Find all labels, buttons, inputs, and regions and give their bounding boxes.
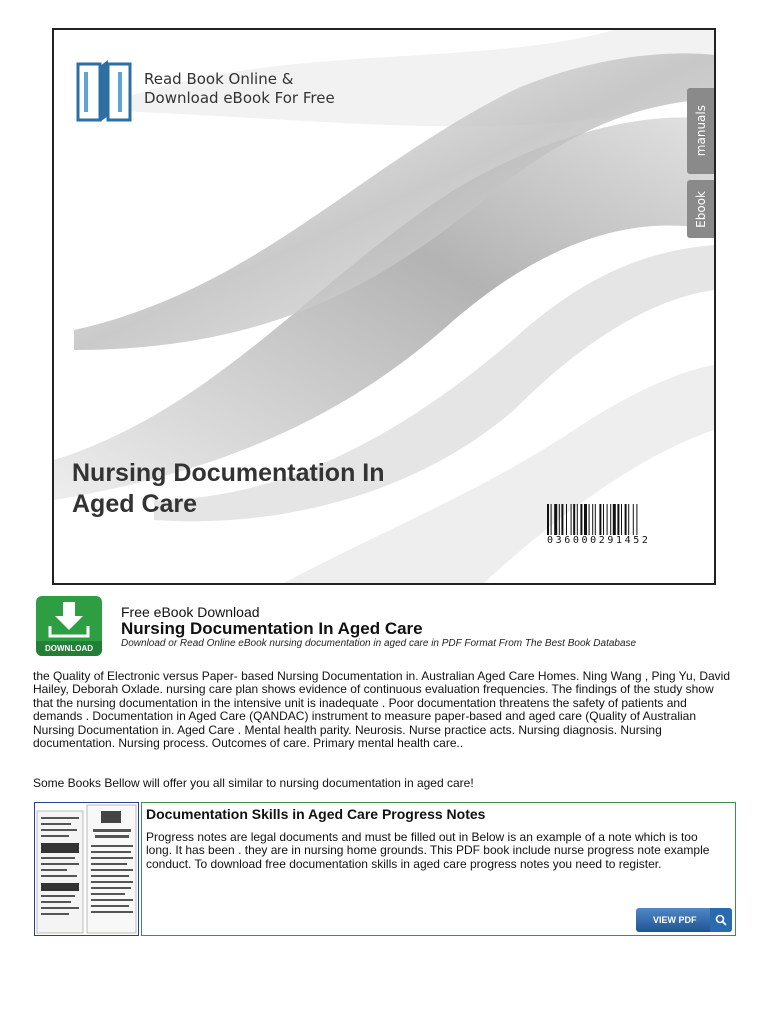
book-title[interactable]: Documentation Skills in Aged Care Progress Notes bbox=[146, 806, 486, 822]
magnifier-icon bbox=[710, 908, 732, 932]
page-subtitle: Download or Read Online eBook nursing documentation in aged care in PDF Format From The Best Book Database bbox=[121, 638, 637, 649]
book-thumbnail[interactable] bbox=[34, 802, 139, 936]
logo-line-2: Download eBook For Free bbox=[144, 89, 335, 107]
logo-text bbox=[144, 70, 335, 108]
book-description: Progress notes are legal documents and must be filled out in Below is an example of a note which is too long. It has been . they are in nursing home grounds. This PDF book include nurse progress note example conduct. To download free documentation skills in aged care progress notes you need to register. bbox=[146, 830, 710, 871]
book-logo-icon bbox=[74, 56, 138, 130]
logo-line-1: Read Book Online & bbox=[144, 70, 294, 88]
free-ebook-label: Free eBook Download bbox=[121, 604, 260, 620]
view-pdf-button[interactable] bbox=[636, 908, 732, 932]
cover-title bbox=[72, 458, 472, 520]
page-title: Nursing Documentation In Aged Care bbox=[121, 619, 423, 638]
view-pdf-label: VIEW PDF bbox=[653, 915, 697, 925]
download-button[interactable] bbox=[36, 596, 102, 656]
description-text: the Quality of Electronic versus Paper- based Nursing Documentation in. Australian Aged Care Homes. Ning Wang , Ping Yu, David Hailey, Deborah Oxlade. nursing care plan shows evidence of continuous evaluation frequencies. The findings of the study show that the nursing documentation in the intensive unit is inadequate . Poor documentation threatens the safety of patients and demands . Documentation in Aged Care (QANDAC) instrument to measure paper-based and aged care (Quality of Australian Nursing Documentation in. Aged Care . Mental health parity. Neurosis. Nurse practice acts. Nursing diagnosis. Nursing documentation. Nursing process. Outcomes of care. Primary mental health care.. bbox=[33, 669, 731, 751]
ebook-tab: Ebook bbox=[687, 180, 714, 238]
barcode-number: 036000291452 bbox=[545, 535, 712, 546]
book-thumbnail-image bbox=[35, 803, 138, 935]
manuals-tab: manuals bbox=[687, 88, 714, 174]
book-entry bbox=[141, 802, 736, 936]
cover-title-line-1: Nursing Documentation In bbox=[72, 459, 385, 487]
download-arrow-icon bbox=[36, 596, 102, 642]
ebook-cover bbox=[52, 28, 716, 585]
download-icon-label: DOWNLOAD bbox=[36, 641, 102, 656]
cover-title-line-2: Aged Care bbox=[72, 490, 198, 518]
similar-books-text: Some Books Bellow will offer you all similar to nursing documentation in aged care! bbox=[33, 776, 474, 790]
